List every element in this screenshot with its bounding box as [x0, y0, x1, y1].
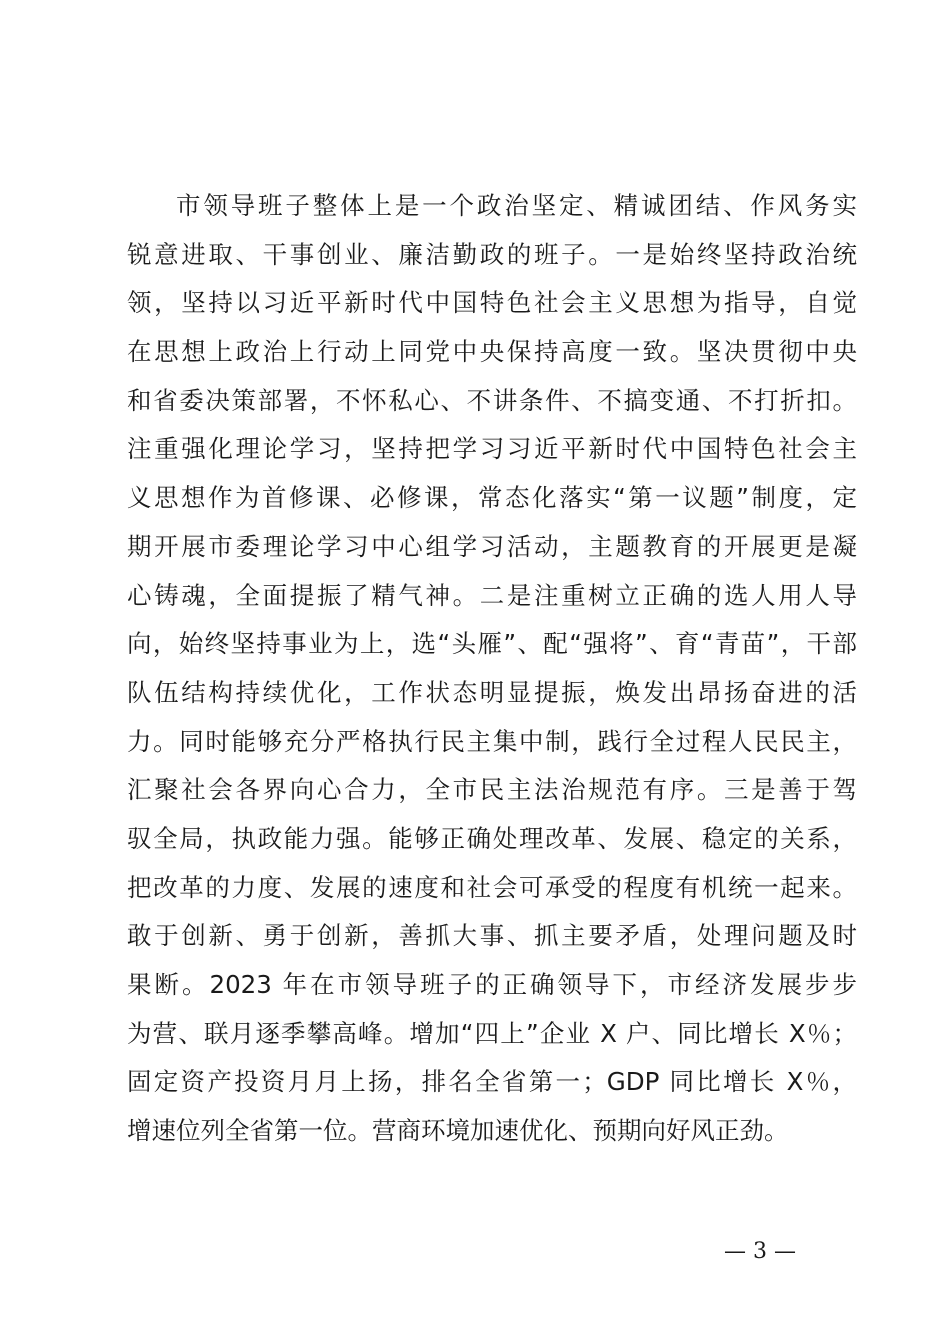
- paragraph-line: 敢于创新、勇于创新，善抓大事、抓主要矛盾，处理问题及时: [127, 921, 857, 951]
- paragraph-line: 固定资产投资月月上扬，排名全省第一；GDP 同比增长 X％，: [127, 1067, 857, 1097]
- paragraph-line: 锐意进取、干事创业、廉洁勤政的班子。一是始终坚持政治统: [127, 239, 857, 269]
- paragraph-line: 义思想作为首修课、必修课，常态化落实“第一议题”制度，定: [127, 483, 857, 513]
- paragraph-line: 果断。2023 年在市领导班子的正确领导下，市经济发展步步: [127, 970, 857, 999]
- paragraph-line: 力。同时能够充分严格执行民主集中制，践行全过程人民民主，: [127, 726, 857, 756]
- paragraph-line: 注重强化理论学习，坚持把学习习近平新时代中国特色社会主: [127, 434, 857, 464]
- paragraph-line: 为营、联月逐季攀高峰。增加“四上”企业 X 户、同比增长 X％；: [127, 1018, 857, 1048]
- paragraph-line: 在思想上政治上行动上同党中央保持高度一致。坚决贯彻中央: [127, 337, 857, 367]
- paragraph-line: 队伍结构持续优化，工作状态明显提振，焕发出昂扬奋进的活: [127, 677, 857, 707]
- paragraph-line: 心铸魂，全面提振了精气神。二是注重树立正确的选人用人导: [127, 580, 857, 610]
- paragraph-line: 领，坚持以习近平新时代中国特色社会主义思想为指导，自觉: [127, 288, 857, 318]
- body-paragraph: [127, 182, 857, 1156]
- paragraph-line: 市领导班子整体上是一个政治坚定、精诚团结、作风务实: [176, 191, 857, 220]
- paragraph-line: 和省委决策部署，不怀私心、不讲条件、不搞变通、不打折扣。: [127, 385, 857, 415]
- page-number: — 3 —: [724, 1239, 796, 1264]
- paragraph-line: 驭全局，执政能力强。能够正确处理改革、发展、稳定的关系，: [127, 823, 857, 853]
- paragraph-line: 把改革的力度、发展的速度和社会可承受的程度有机统一起来。: [127, 872, 857, 902]
- paragraph-line: 汇聚社会各界向心合力，全市民主法治规范有序。三是善于驾: [127, 775, 857, 805]
- paragraph-line: 向，始终坚持事业为上，选“头雁”、配“强将”、育“青苗”，干部: [127, 629, 857, 659]
- paragraph-line: 增速位列全省第一位。营商环境加速优化、预期向好风正劲。: [127, 1116, 789, 1146]
- paragraph-line: 期开展市委理论学习中心组学习活动，主题教育的开展更是凝: [127, 531, 857, 561]
